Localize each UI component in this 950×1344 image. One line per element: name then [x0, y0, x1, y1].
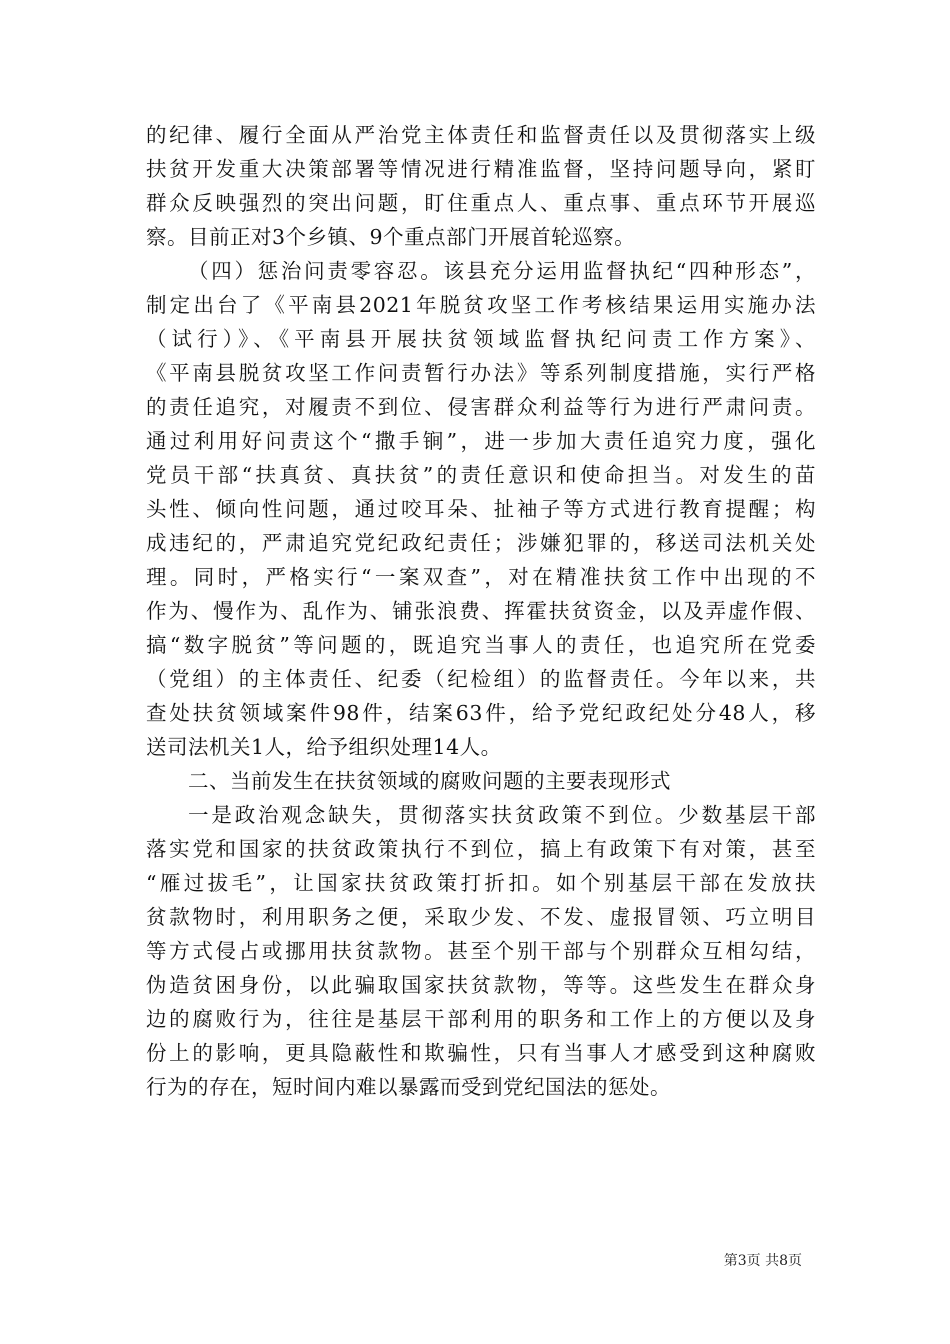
text-line: 份上的影响，更具隐蔽性和欺骗性，只有当事人才感受到这种腐败 — [146, 1041, 816, 1065]
text-line: （四）惩治问责零容忍。该县充分运用监督执纪“四种形态”， — [188, 259, 816, 283]
text-line: 扶贫开发重大决策部署等情况进行精准监督，坚持问题导向，紧盯 — [146, 157, 816, 181]
text-line: 等方式侵占或挪用扶贫款物。甚至个别干部与个别群众互相勾结， — [146, 939, 816, 963]
text-line: 贫款物时，利用职务之便，采取少发、不发、虚报冒领、巧立明目 — [146, 905, 816, 929]
heading-text: 二、当前发生在扶贫领域的腐败问题的主要表现形式 — [188, 769, 671, 793]
text-line: 伪造贫困身份，以此骗取国家扶贫款物，等等。这些发生在群众身 — [146, 973, 816, 997]
text-line: 察。目前正对3个乡镇、9个重点部门开展首轮巡察。 — [146, 225, 636, 249]
text-line: 查处扶贫领域案件98件，结案63件，给予党纪政纪处分48人，移 — [146, 701, 816, 725]
text-line: 党员干部“扶真贫、真扶贫”的责任意识和使命担当。对发生的苗 — [146, 463, 816, 487]
text-line: 《平南县脱贫攻坚工作问责暂行办法》等系列制度措施，实行严格 — [146, 361, 816, 385]
text-line: 落实党和国家的扶贫政策执行不到位，搞上有政策下有对策，甚至 — [146, 837, 816, 861]
text-line: 一是政治观念缺失，贯彻落实扶贫政策不到位。少数基层干部 — [188, 803, 816, 827]
document-body — [146, 118, 816, 1104]
text-line: 送司法机关1人，给予组织处理14人。 — [146, 735, 502, 759]
text-line: 行为的存在，短时间内难以暴露而受到党纪国法的惩处。 — [146, 1075, 671, 1099]
text-line: 作为、慢作为、乱作为、铺张浪费、挥霍扶贫资金，以及弄虚作假、 — [146, 599, 816, 623]
paragraph — [146, 254, 816, 764]
text-line: 理。同时，严格实行“一案双查”，对在精准扶贫工作中出现的不 — [146, 565, 816, 589]
text-line: 头性、倾向性问题，通过咬耳朵、扯袖子等方式进行教育提醒；构 — [146, 497, 816, 521]
page-number: 第3页 共8页 — [723, 1253, 802, 1269]
text-line: 通过利用好问责这个“撒手锏”，进一步加大责任追究力度，强化 — [146, 429, 816, 453]
paragraph — [146, 118, 816, 254]
text-line: 的纪律、履行全面从严治党主体责任和监督责任以及贯彻落实上级 — [146, 123, 816, 147]
section-heading — [146, 764, 816, 798]
text-line: 搞“数字脱贫”等问题的，既追究当事人的责任，也追究所在党委 — [146, 633, 816, 657]
text-line: （试行）》、《平南县开展扶贫领域监督执纪问责工作方案》、 — [146, 327, 816, 351]
text-line: （党组）的主体责任、纪委（纪检组）的监督责任。今年以来，共 — [146, 667, 816, 691]
text-line: 的责任追究，对履责不到位、侵害群众利益等行为进行严肃问责。 — [146, 395, 816, 419]
text-line: 成违纪的，严肃追究党纪政纪责任；涉嫌犯罪的，移送司法机关处 — [146, 531, 816, 555]
text-line: “雁过拔毛”，让国家扶贫政策打折扣。如个别基层干部在发放扶 — [146, 871, 816, 895]
paragraph — [146, 798, 816, 1104]
text-line: 边的腐败行为，往往是基层干部利用的职务和工作上的方便以及身 — [146, 1007, 816, 1031]
text-line: 群众反映强烈的突出问题，盯住重点人、重点事、重点环节开展巡 — [146, 191, 816, 215]
text-line: 制定出台了《平南县2021年脱贫攻坚工作考核结果运用实施办法 — [146, 293, 816, 317]
